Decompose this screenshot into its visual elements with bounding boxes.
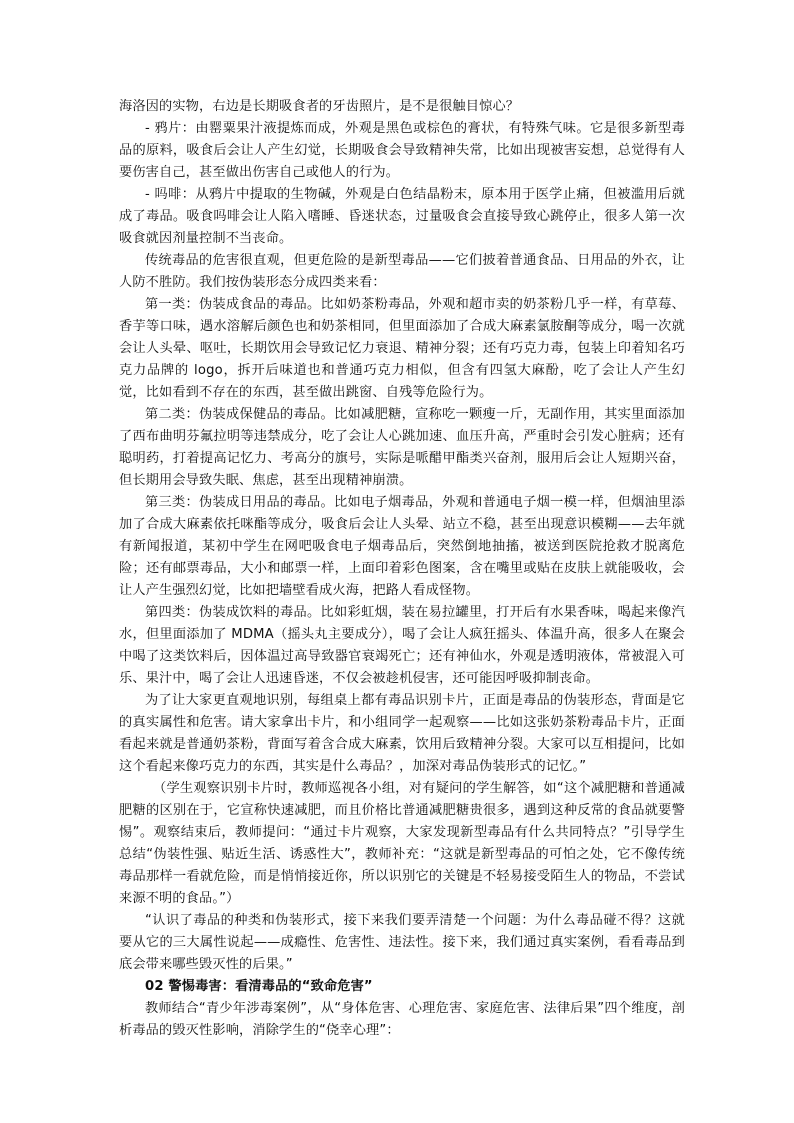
section-heading: 02 警惕毒害：看清毒品的“致命危害” — [145, 979, 373, 994]
paragraph-morphine: - 吗啡：从鸦片中提取的生物碱，外观是白色结晶粉末，原本用于医学止痛，但被滥用后就成了毒品。吸食吗啡会让人陷入嗜睡、昏迷状态，过量吸食会直接导致心跳停止，很多人第一次吸食就因剂量控制不当丧命。 — [119, 187, 685, 246]
paragraph-identification-cards: 为了让大家更直观地识别，每组桌上都有毒品识别卡片，正面是毒品的伪装形态，背面是它的真实属性和危害。请大家拿出卡片，和小组同学一起观察——比如这张奶茶粉毒品卡片，正面看起来就是普通奶茶粉，背面写着含合成大麻素，饮用后致精神分裂。大家可以互相提问，比如这个看起来像巧克力的东西，其实是什么毒品？，加深对毒品伪装形式的记忆。” — [119, 693, 685, 774]
paragraph-new-drugs-intro: 传统毒品的危害很直观，但更危险的是新型毒品——它们披着普通食品、日用品的外衣，让人防不胜防。我们按伪装形态分成四类来看： — [119, 253, 685, 290]
paragraph-opium: - 鸦片：由罂粟果汁液提炼而成，外观是黑色或棕色的膏状，有特殊气味。它是很多新型毒品的原料，吸食后会让人产生幻觉，长期吸食会导致精神失常，比如出现被害妄想，总觉得有人要伤害自己，甚至做出伤害自己或他人的行为。 — [119, 121, 685, 180]
paragraph-heroin-photo: 海洛因的实物，右边是长期吸食者的牙齿照片，是不是很触目惊心？ — [119, 99, 520, 114]
paragraph-category-health-products: 第二类：伪装成保健品的毒品。比如减肥糖，宣称吃一颗瘦一斤，无副作用，其实里面添加了西布曲明芬氟拉明等违禁成分，吃了会让人心跳加速、血压升高，严重时会引发心脏病；还有聪明药，打着提高记忆力、考高分的旗号，实际是哌醋甲酯类兴奋剂，服用后会让人短期兴奋，但长期用会导致失眠、焦虑，甚至出现精神崩溃。 — [119, 407, 685, 488]
document-page — [119, 96, 685, 1042]
paragraph-student-activity: （学生观察识别卡片时，教师巡视各小组，对有疑问的学生解答，如“这个减肥糖和普通减肥糖的区别在于，它宣称快速减肥，而且价格比普通减肥糖贵很多，遇到这种反常的食品就要警惕”。观察结束后，教师提问：“通过卡片观察，大家发现新型毒品有什么共同特点？”引导学生总结“伪装性强、贴近生活、诱惑性大”，教师补充：“这就是新型毒品的可怕之处，它不像传统毒品那样一看就危险，而是悄悄接近你，所以识别它的关键是不轻易接受陌生人的物品，不尝试来源不明的食品。”） — [119, 781, 685, 906]
paragraph-case-analysis: 教师结合“青少年涉毒案例”，从“身体危害、心理危害、家庭危害、法律后果”四个维度，剖析毒品的毁灭性影响，消除学生的“侥幸心理”： — [119, 1001, 685, 1038]
paragraph-transition: “认识了毒品的种类和伪装形式，接下来我们要弄清楚一个问题：为什么毒品碰不得？这就要从它的三大属性说起——成瘾性、危害性、违法性。接下来，我们通过真实案例，看看毒品到底会带来哪些毁灭性的后果。” — [119, 913, 685, 972]
paragraph-category-drinks: 第四类：伪装成饮料的毒品。比如彩虹烟，装在易拉罐里，打开后有水果香味，喝起来像汽水，但里面添加了 MDMA（摇头丸主要成分），喝了会让人疯狂摇头、体温升高，很多人在聚会中喝了这类饮料后，因体温过高导致器官衰竭死亡；还有神仙水，外观是透明液体，常被混入可乐、果汁中，喝了会让人迅速昏迷，不仅会被趁机侵害，还可能因呼吸抑制丧命。 — [119, 605, 685, 686]
paragraph-category-food: 第一类：伪装成食品的毒品。比如奶茶粉毒品，外观和超市卖的奶茶粉几乎一样，有草莓、香芋等口味，遇水溶解后颜色也和奶茶相同，但里面添加了合成大麻素氯胺酮等成分，喝一次就会让人头晕、呕吐，长期饮用会导致记忆力衰退、精神分裂；还有巧克力毒，包装上印着知名巧克力品牌的 logo，拆开后味道也和普通巧克力相似，但含有四氢大麻酚，吃了会让人产生幻觉，比如看到不存在的东西，甚至做出跳窗、自残等危险行为。 — [119, 297, 685, 400]
paragraph-category-daily-goods: 第三类：伪装成日用品的毒品。比如电子烟毒品，外观和普通电子烟一模一样，但烟油里添加了合成大麻素依托咪酯等成分，吸食后会让人头晕、站立不稳，甚至出现意识模糊——去年就有新闻报道，某初中学生在网吧吸食电子烟毒品后，突然倒地抽搐，被送到医院抢救才脱离危险；还有邮票毒品，大小和邮票一样，上面印着彩色图案，含在嘴里或贴在皮肤上就能吸收，会让人产生强烈幻觉，比如把墙壁看成火海，把路人看成怪物。 — [119, 495, 685, 598]
